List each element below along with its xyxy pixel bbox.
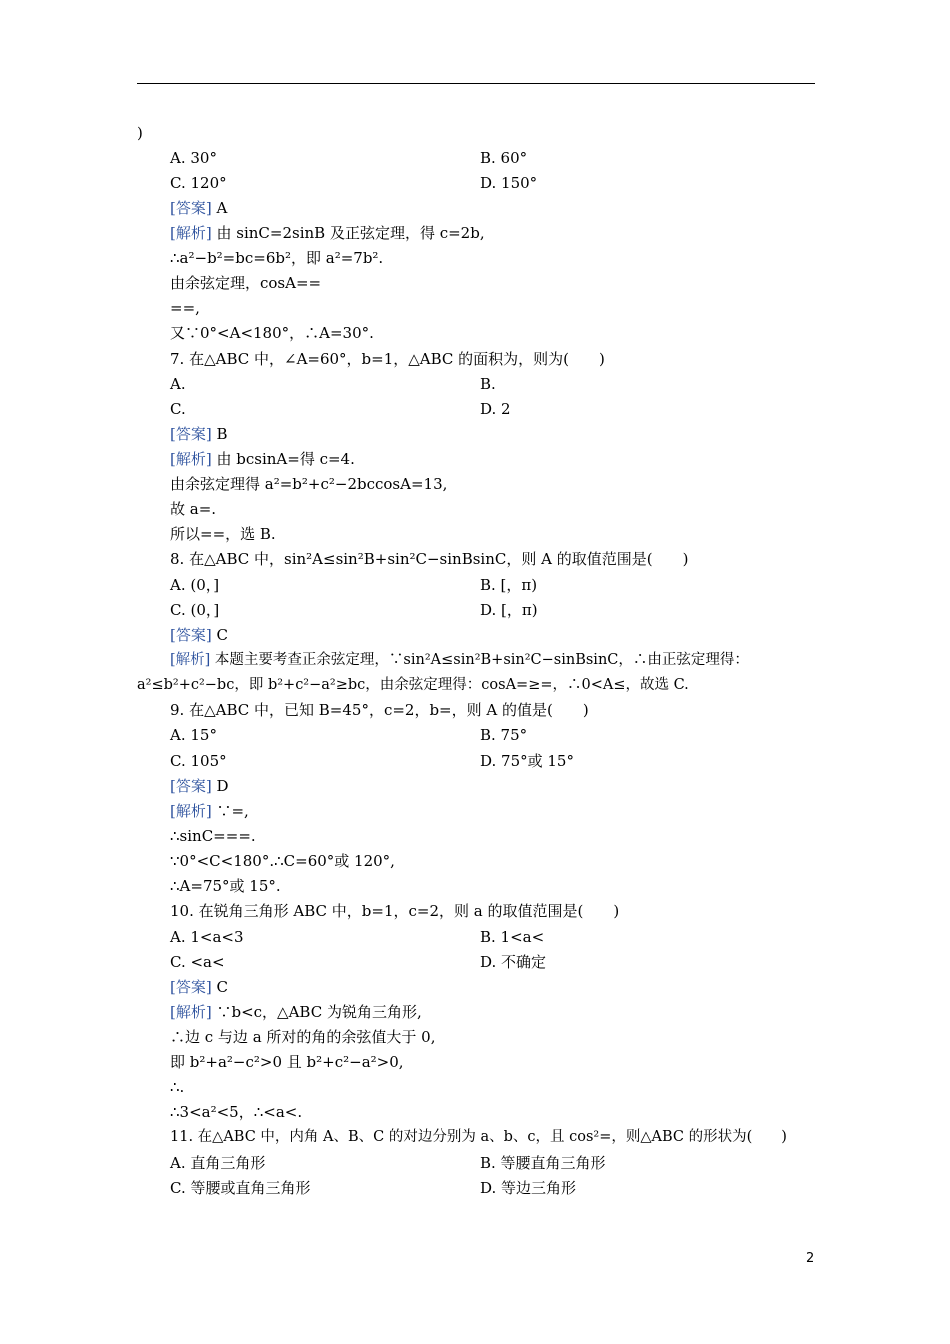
answer-line bbox=[170, 776, 229, 796]
analysis-text: 本题主要考查正余弦定理，∵sin²A≤sin²B+sin²C−sinBsinC，∴由正弦定理得： bbox=[210, 652, 749, 668]
answer-line bbox=[170, 625, 228, 645]
answer-line bbox=[170, 977, 228, 997]
text-line: 又∵0°<A<180°，∴A=30°. bbox=[170, 324, 374, 342]
analysis-tag: [解析] bbox=[170, 224, 212, 242]
analysis-text: 由 sinC=2sinB 及正弦定理，得 c=2b, bbox=[211, 224, 485, 242]
text-line: 由余弦定理，cosA== bbox=[170, 274, 322, 292]
text-line: ∴. bbox=[170, 1078, 185, 1096]
option-d: D. [，π) bbox=[480, 601, 538, 619]
text-line: ∴a²−b²=bc=6b²，即 a²=7b². bbox=[170, 249, 384, 267]
question-8: 8. 在△ABC 中，sin²A≤sin²B+sin²C−sinBsinC，则 A 的取值范围是( ) bbox=[170, 550, 689, 568]
option-b: B. bbox=[480, 375, 496, 393]
header-rule bbox=[137, 83, 815, 84]
option-b: B. 75° bbox=[480, 726, 528, 744]
text-line: ==, bbox=[170, 299, 200, 317]
question-11: 11. 在△ABC 中，内角 A、B、C 的对边分别为 a、b、c，且 cos²=，则△ABC 的形状为( ) bbox=[170, 1129, 787, 1145]
option-a: A. 30° bbox=[170, 149, 217, 167]
analysis-text: ∵=, bbox=[211, 802, 249, 820]
analysis-line bbox=[170, 449, 355, 469]
option-b: B. 等腰直角三角形 bbox=[480, 1154, 606, 1172]
answer-value: D bbox=[211, 777, 229, 795]
option-c: C. (0，] bbox=[170, 601, 220, 619]
analysis-tag: [解析] bbox=[170, 652, 211, 668]
answer-tag: [答案] bbox=[170, 199, 212, 217]
text-line: 即 b²+a²−c²>0 且 b²+c²−a²>0, bbox=[170, 1053, 404, 1071]
analysis-text: 由 bcsinA=得 c=4. bbox=[211, 450, 355, 468]
answer-line bbox=[170, 424, 228, 444]
answer-tag: [答案] bbox=[170, 425, 212, 443]
option-c: C. 105° bbox=[170, 752, 227, 770]
answer-value: A bbox=[211, 199, 228, 217]
option-c: C. 120° bbox=[170, 174, 227, 192]
text-line: ∴A=75°或 15°. bbox=[170, 877, 281, 895]
question-7: 7. 在△ABC 中，∠A=60°，b=1，△ABC 的面积为，则为( ) bbox=[170, 350, 605, 368]
analysis-tag: [解析] bbox=[170, 1003, 212, 1021]
option-a: A. bbox=[170, 375, 186, 393]
text-line: 由余弦定理得 a²=b²+c²−2bccosA=13, bbox=[170, 475, 448, 493]
analysis-text: ∵b<c，△ABC 为锐角三角形, bbox=[211, 1003, 422, 1021]
option-d: D. 150° bbox=[480, 174, 538, 192]
option-b: B. 1<a< bbox=[480, 928, 545, 946]
text-line: 故 a=. bbox=[170, 500, 217, 518]
option-c: C. <a< bbox=[170, 953, 225, 971]
analysis-tag: [解析] bbox=[170, 802, 212, 820]
text-line: 所以==，选 B. bbox=[170, 525, 276, 543]
answer-value: C bbox=[211, 626, 228, 644]
question-10: 10. 在锐角三角形 ABC 中，b=1，c=2，则 a 的取值范围是( ) bbox=[170, 902, 620, 920]
option-c: C. 等腰或直角三角形 bbox=[170, 1179, 311, 1197]
text-line: ∵0°<C<180°.∴C=60°或 120°, bbox=[170, 852, 395, 870]
option-a: A. 15° bbox=[170, 726, 217, 744]
option-a: A. (0，] bbox=[170, 576, 220, 594]
option-b: B. [，π) bbox=[480, 576, 538, 594]
option-c: C. bbox=[170, 400, 186, 418]
option-d: D. 2 bbox=[480, 400, 511, 418]
text-line: ∴边 c 与边 a 所对的角的余弦值大于 0, bbox=[170, 1028, 436, 1046]
answer-value: C bbox=[211, 978, 228, 996]
answer-value: B bbox=[211, 425, 228, 443]
text-line: a²≤b²+c²−bc，即 b²+c²−a²≥bc，由余弦定理得：cosA=≥=，∴0<A≤，故选 C. bbox=[137, 677, 689, 693]
option-b: B. 60° bbox=[480, 149, 528, 167]
analysis-tag: [解析] bbox=[170, 450, 212, 468]
option-a: A. 1<a<3 bbox=[170, 928, 244, 946]
text-line: ∴3<a²<5，∴<a<. bbox=[170, 1103, 303, 1121]
answer-line bbox=[170, 198, 227, 218]
answer-tag: [答案] bbox=[170, 978, 212, 996]
analysis-line bbox=[170, 223, 485, 243]
option-d: D. 等边三角形 bbox=[480, 1179, 577, 1197]
text-line: ) bbox=[137, 124, 143, 142]
analysis-line bbox=[170, 650, 749, 670]
answer-tag: [答案] bbox=[170, 777, 212, 795]
answer-tag: [答案] bbox=[170, 626, 212, 644]
analysis-line bbox=[170, 1002, 422, 1022]
question-9: 9. 在△ABC 中，已知 B=45°，c=2，b=，则 A 的值是( ) bbox=[170, 701, 589, 719]
option-d: D. 75°或 15° bbox=[480, 752, 574, 770]
option-d: D. 不确定 bbox=[480, 953, 547, 971]
analysis-line bbox=[170, 801, 249, 821]
page-number: 2 bbox=[806, 1251, 815, 1266]
text-line: ∴sinC===. bbox=[170, 827, 256, 845]
option-a: A. 直角三角形 bbox=[170, 1154, 266, 1172]
